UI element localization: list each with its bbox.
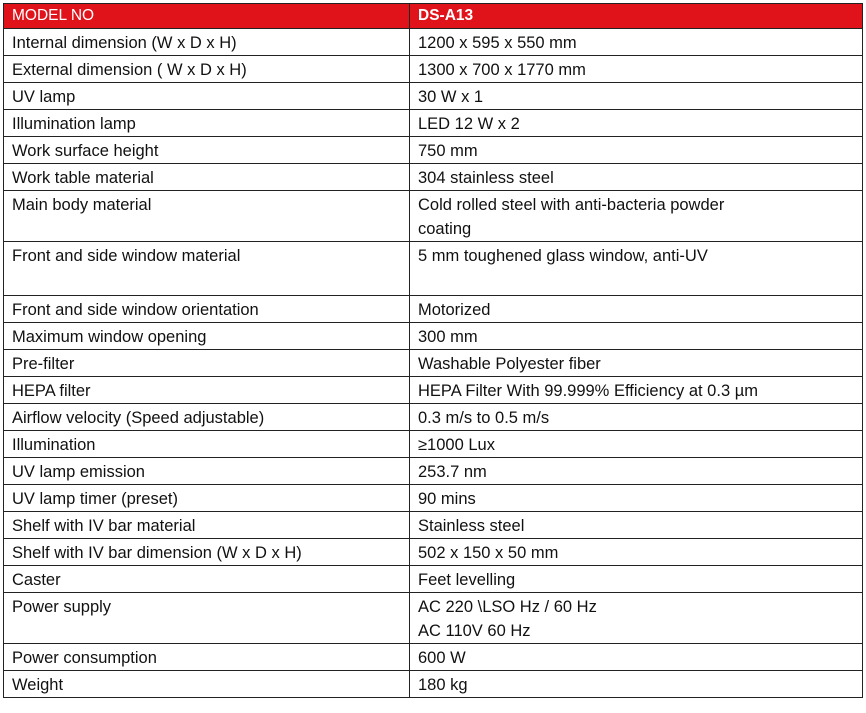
spec-label: Illumination xyxy=(4,431,410,458)
spec-value xyxy=(410,164,863,191)
table-header-row xyxy=(4,4,863,29)
spec-value-line: 300 mm xyxy=(418,328,478,346)
spec-value xyxy=(410,242,863,296)
spec-value-line: coating xyxy=(418,220,472,238)
table-row xyxy=(4,644,863,671)
spec-value xyxy=(410,458,863,485)
spec-value xyxy=(410,29,863,56)
spec-value-line: 5 mm toughened glass window, anti-UV xyxy=(418,247,708,265)
table-row xyxy=(4,242,863,296)
model-no-label: MODEL NO xyxy=(4,4,410,29)
spec-label: Main body material xyxy=(4,191,410,242)
spec-label: Power consumption xyxy=(4,644,410,671)
table-row xyxy=(4,29,863,56)
spec-value-line: Cold rolled steel with anti-bacteria powder xyxy=(418,196,725,214)
spec-value-line: 0.3 m/s to 0.5 m/s xyxy=(418,409,550,427)
spec-value xyxy=(410,485,863,512)
table-row xyxy=(4,404,863,431)
spec-value-line: Washable Polyester fiber xyxy=(418,355,601,373)
table-row xyxy=(4,164,863,191)
spec-value xyxy=(410,404,863,431)
spec-label: Weight xyxy=(4,671,410,698)
spec-value xyxy=(410,671,863,698)
table-row xyxy=(4,566,863,593)
spec-value-line: Stainless steel xyxy=(418,517,525,535)
spec-value xyxy=(410,539,863,566)
spec-value-line: 502 x 150 x 50 mm xyxy=(418,544,559,562)
spec-value-line: Feet levelling xyxy=(418,571,516,589)
spec-value xyxy=(410,512,863,539)
table-row xyxy=(4,671,863,698)
table-row xyxy=(4,539,863,566)
spec-value xyxy=(410,56,863,83)
table-row xyxy=(4,323,863,350)
spec-value-line: 1300 x 700 x 1770 mm xyxy=(418,61,586,79)
spec-value xyxy=(410,191,863,242)
spec-label: Power supply xyxy=(4,593,410,644)
table-row xyxy=(4,191,863,242)
spec-label: Illumination lamp xyxy=(4,110,410,137)
spec-value xyxy=(410,323,863,350)
table-row xyxy=(4,137,863,164)
table-row xyxy=(4,296,863,323)
spec-label: Front and side window orientation xyxy=(4,296,410,323)
model-no-value: DS-A13 xyxy=(410,4,863,29)
spec-value-line: 600 W xyxy=(418,649,466,667)
spec-label: Airflow velocity (Speed adjustable) xyxy=(4,404,410,431)
spec-label: Work table material xyxy=(4,164,410,191)
spec-value-line: AC 220 \LSO Hz / 60 Hz xyxy=(418,598,597,616)
spec-value xyxy=(410,350,863,377)
spec-label: UV lamp xyxy=(4,83,410,110)
spec-label: Front and side window material xyxy=(4,242,410,296)
table-row xyxy=(4,110,863,137)
spec-value-line: Motorized xyxy=(418,301,491,319)
table-row xyxy=(4,350,863,377)
spec-value xyxy=(410,593,863,644)
spec-label: Shelf with IV bar material xyxy=(4,512,410,539)
spec-label: Internal dimension (W x D x H) xyxy=(4,29,410,56)
spec-value-line: 253.7 nm xyxy=(418,463,487,481)
spec-label: Maximum window opening xyxy=(4,323,410,350)
spec-label: Work surface height xyxy=(4,137,410,164)
spec-value-line: LED 12 W x 2 xyxy=(418,115,520,133)
spec-value xyxy=(410,377,863,404)
table-row xyxy=(4,512,863,539)
spec-value xyxy=(410,110,863,137)
table-row xyxy=(4,458,863,485)
spec-label: Pre-filter xyxy=(4,350,410,377)
spec-value xyxy=(410,431,863,458)
spec-value xyxy=(410,83,863,110)
table-row xyxy=(4,83,863,110)
spec-label: UV lamp timer (preset) xyxy=(4,485,410,512)
spec-label: UV lamp emission xyxy=(4,458,410,485)
spec-value-line: AC 110V 60 Hz xyxy=(418,622,531,640)
specification-table xyxy=(3,3,863,698)
spec-value-line: 90 mins xyxy=(418,490,476,508)
table-row xyxy=(4,377,863,404)
table-row xyxy=(4,485,863,512)
spec-value-line: HEPA Filter With 99.999% Efficiency at 0.3 µm xyxy=(418,382,758,400)
spec-value xyxy=(410,137,863,164)
spec-value xyxy=(410,566,863,593)
spec-value-line: 180 kg xyxy=(418,676,468,694)
spec-label: Caster xyxy=(4,566,410,593)
table-row xyxy=(4,593,863,644)
spec-value-line: ≥1000 Lux xyxy=(418,436,495,454)
spec-value-line: 750 mm xyxy=(418,142,478,160)
spec-value-line: 1200 x 595 x 550 mm xyxy=(418,34,577,52)
spec-label: Shelf with IV bar dimension (W x D x H) xyxy=(4,539,410,566)
spec-value-line: 304 stainless steel xyxy=(418,169,554,187)
table-row xyxy=(4,431,863,458)
spec-value xyxy=(410,644,863,671)
table-row xyxy=(4,56,863,83)
specification-table-body xyxy=(4,4,863,698)
spec-label: HEPA filter xyxy=(4,377,410,404)
spec-label: External dimension ( W x D x H) xyxy=(4,56,410,83)
spec-value-line: 30 W x 1 xyxy=(418,88,484,106)
spec-value xyxy=(410,296,863,323)
